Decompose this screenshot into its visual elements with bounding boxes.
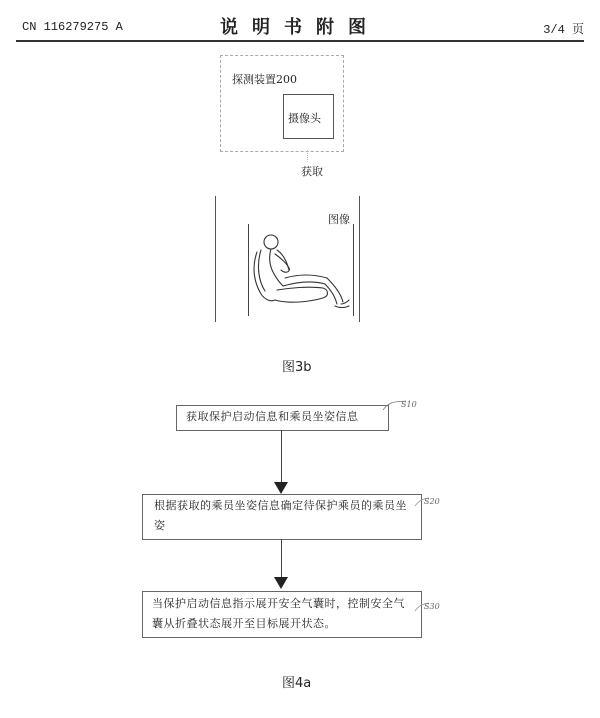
patent-number: CN 116279275 A: [22, 20, 123, 34]
flow-arrow-2-line: [281, 539, 282, 579]
header-rule: [16, 40, 584, 42]
image-frame-left-edge: [215, 196, 216, 322]
flow-step-s10-id: S10: [401, 400, 417, 409]
flow-arrow-1-line: [281, 430, 282, 484]
acquire-connector: [307, 150, 308, 162]
page-indicator: 3/4 页: [543, 23, 584, 37]
flow-arrow-2-head: [274, 577, 288, 589]
flow-arrow-1-head: [274, 482, 288, 494]
detection-device-label: 探测装置200: [232, 73, 297, 86]
figure-4a-caption: 图4a: [282, 676, 312, 691]
flow-step-s20-id: S20: [424, 497, 440, 506]
image-label: 图像: [328, 213, 350, 226]
acquire-label: 获取: [301, 165, 323, 178]
flow-step-s20-text: 根据获取的乘员坐姿信息确定待保护乘员的乘员坐姿: [154, 499, 407, 532]
image-frame-right-edge: [359, 196, 360, 322]
captured-image: [248, 224, 354, 316]
camera-label: 摄像头: [288, 112, 321, 125]
flow-step-s30-id: S30: [424, 602, 440, 611]
figure-3b-caption: 图3b: [282, 360, 312, 375]
section-title: 说明书附图: [220, 17, 380, 38]
flow-step-s10-text: 获取保护启动信息和乘员坐姿信息: [186, 410, 359, 423]
flow-step-s30-text: 当保护启动信息指示展开安全气囊时，控制安全气囊从折叠状态展开至目标展开状态。: [152, 597, 405, 630]
seated-occupant-illustration: [249, 224, 353, 316]
